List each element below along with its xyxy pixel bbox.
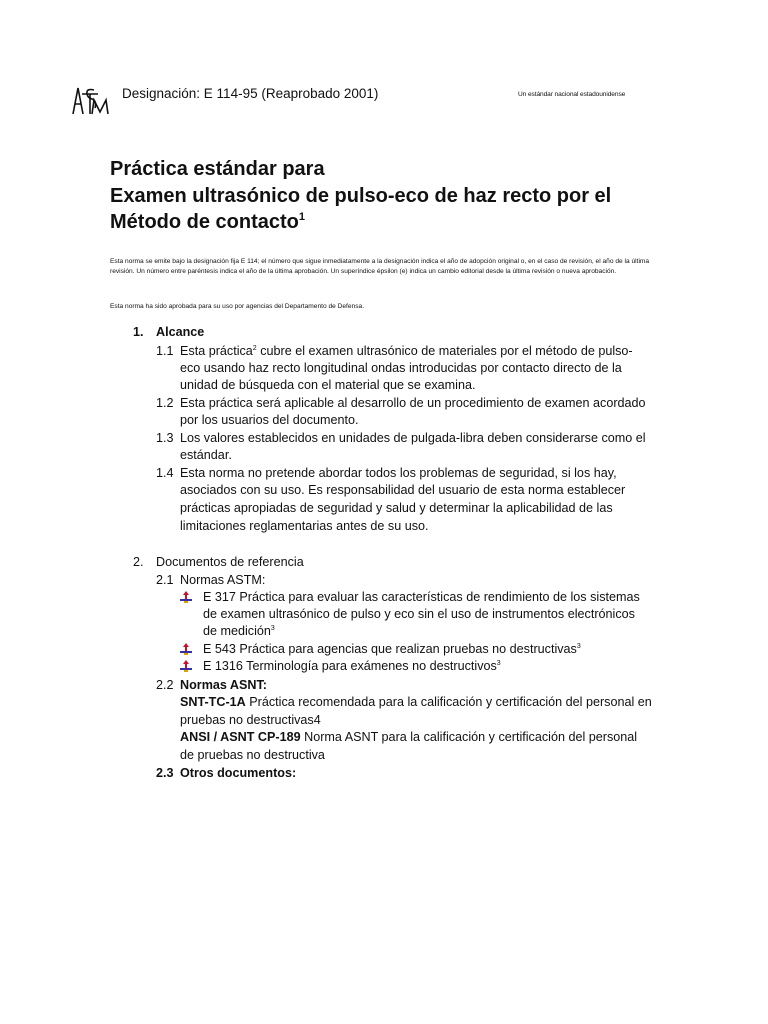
arrow-bullet-icon bbox=[180, 591, 192, 603]
ref-e317-line-2: de examen ultrasónico de pulso y eco sin el uso de instrumentos electrónicos bbox=[203, 607, 635, 621]
sub-2-3-number: 2.3 bbox=[156, 766, 174, 780]
ref-snt-tc-1a-line-1: SNT-TC-1A Práctica recomendada para la calificación y certificación del personal en bbox=[180, 695, 652, 709]
ref-e317-line-1: E 317 Práctica para evaluar las características de rendimiento de los sistemas bbox=[203, 590, 640, 604]
sub-2-1-heading: Normas ASTM: bbox=[180, 573, 266, 587]
section-2-number: 2. bbox=[133, 555, 144, 569]
item-1-2-number: 1.2 bbox=[156, 396, 174, 410]
item-1-3-line-2: estándar. bbox=[180, 448, 232, 462]
astm-logo bbox=[70, 84, 110, 118]
item-1-4-line-3: prácticas apropiadas de seguridad y salud y determinar la aplicabilidad de las bbox=[180, 501, 613, 515]
item-1-1-number: 1.1 bbox=[156, 344, 174, 358]
item-1-1-line-1: Esta práctica$^2$ cubre el examen ultrasónico de materiales por el método de pulso- bbox=[180, 344, 633, 358]
approval-note: Esta norma ha sido aprobada para su uso por agencias del Departamento de Defensa. bbox=[110, 303, 365, 310]
sub-2-1-number: 2.1 bbox=[156, 573, 174, 587]
section-1-number: 1. bbox=[133, 325, 144, 339]
sub-2-2-heading: Normas ASNT: bbox=[180, 678, 268, 692]
item-1-4-number: 1.4 bbox=[156, 466, 174, 480]
item-1-1-line-2: eco usando haz recto longitudinal ondas introducidas por contacto directo de la bbox=[180, 361, 622, 375]
title-line-2: Examen ultrasónico de pulso-eco de haz recto por el bbox=[110, 185, 612, 207]
item-1-2-line-1: Esta práctica será aplicable al desarrollo de un procedimiento de examen acordado bbox=[180, 396, 646, 410]
national-standard-label: Un estándar nacional estadounidense bbox=[518, 91, 626, 98]
ref-e317-line-3: de medición$^3$ bbox=[203, 624, 275, 638]
sub-2-3-heading: Otros documentos: bbox=[180, 766, 297, 780]
sub-2-2-number: 2.2 bbox=[156, 678, 174, 692]
ref-ansi-cp189-line-2: de pruebas no destructiva bbox=[180, 748, 325, 762]
arrow-bullet-icon bbox=[180, 643, 192, 655]
section-1-heading: Alcance bbox=[156, 325, 205, 339]
arrow-bullet-icon bbox=[180, 660, 192, 672]
footnote-1: 1 bbox=[298, 211, 306, 223]
item-1-3-line-1: Los valores establecidos en unidades de pulgada-libra deben considerarse como el bbox=[180, 431, 646, 445]
ref-e543: E 543 Práctica para agencias que realizan pruebas no destructivas$^3$ bbox=[203, 642, 581, 656]
section-2-heading: Documentos de referencia bbox=[156, 555, 304, 569]
item-1-3-number: 1.3 bbox=[156, 431, 174, 445]
item-1-4-line-2: asociados con su uso. Es responsabilidad del usuario de esta norma establecer bbox=[180, 483, 626, 497]
item-1-2-line-2: por los usuarios del documento. bbox=[180, 413, 359, 427]
item-1-1-line-3: unidad de búsqueda con el material que se examina. bbox=[180, 378, 476, 392]
title-line-1: Práctica estándar para bbox=[110, 158, 325, 180]
designation: Designación: E 114-95 (Reaprobado 2001) bbox=[122, 86, 379, 101]
title-line-3: Método de contacto$^1$ bbox=[110, 211, 306, 233]
ref-e1316: E 1316 Terminología para exámenes no destructivos$^3$ bbox=[203, 659, 501, 673]
designation-note: Esta norma se emite bajo la designación fija E 114; el número que sigue inmediatamente a la designación indica el año de adopción original o, en el caso de revisión, el año de la última revisión. Un número entre paréntesis indica el año de la última aprobación. Un superíndice épsilon (e) indica un cambio editorial desde la última revisión o nueva aprobación. bbox=[110, 258, 650, 275]
item-1-4-line-1: Esta norma no pretende abordar todos los problemas de seguridad, si los hay, bbox=[180, 466, 617, 480]
ref-snt-tc-1a-line-2: pruebas no destructivas4 bbox=[180, 713, 321, 727]
item-1-4-line-4: limitaciones reglamentarias antes de su uso. bbox=[180, 519, 429, 533]
ref-ansi-cp189-line-1: ANSI / ASNT CP-189 Norma ASNT para la calificación y certificación del personal bbox=[180, 730, 638, 744]
